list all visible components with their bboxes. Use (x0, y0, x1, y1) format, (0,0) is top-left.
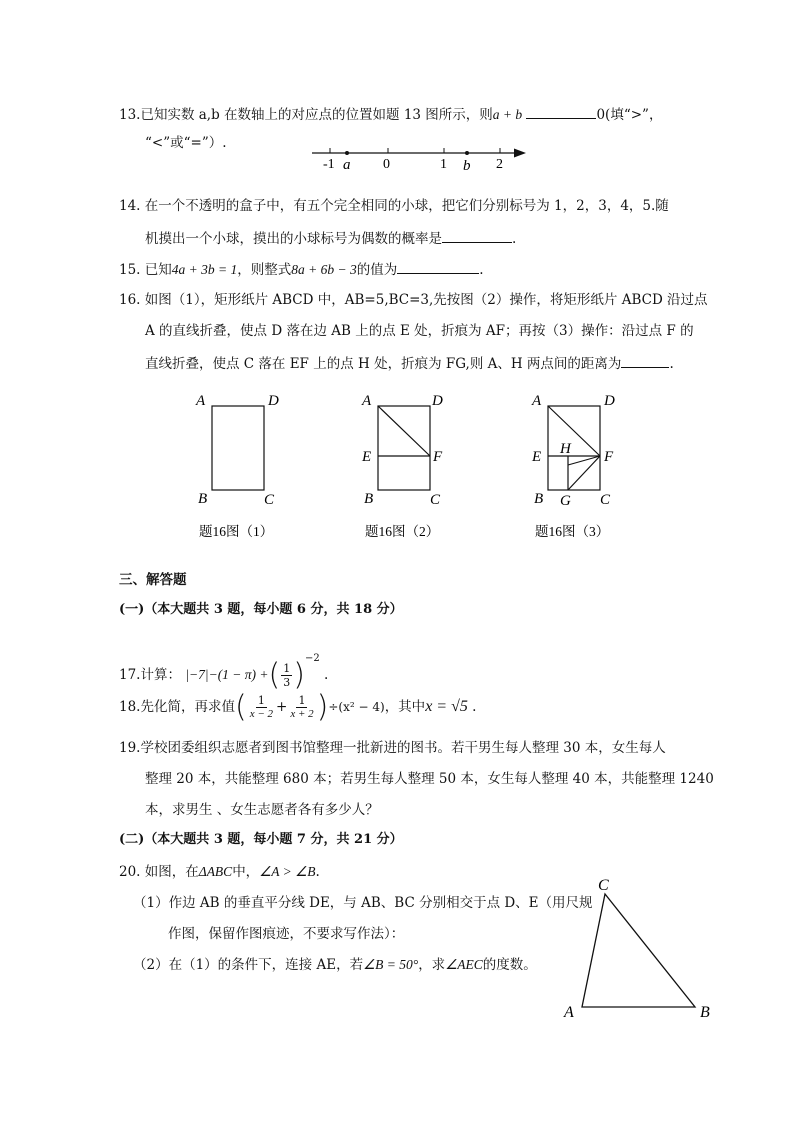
label-a: a (343, 157, 351, 173)
q13-number-line (310, 140, 535, 174)
point-b (465, 151, 469, 155)
q18-line: 18.先化简，再求值( $\frac{1}{x - 2}$ + $\frac{1}{x + 2}$ )÷(x² − 4)，其中x = √5 . (119, 689, 477, 725)
q16-figure-2 (358, 390, 458, 550)
fig2-label-f: F (433, 449, 443, 465)
label-2: 2 (496, 157, 503, 172)
fig3-label-g: G (560, 493, 571, 509)
fig2-label-a: A (362, 393, 372, 409)
q17-exponent: −2 (304, 653, 320, 664)
point-a (345, 151, 349, 155)
q19-line3: 本，求男生 、女生志愿者各有多少人？ (145, 802, 379, 818)
q15-line: 15. 已知4a + 3b = 1，则整式8a + 6b − 3的值为 . (119, 259, 484, 279)
part1-heading: (一)（本大题共 3 题，每小题 6 分，共 18 分） (119, 602, 403, 617)
crease-fg (568, 456, 600, 490)
fig3-label-c: C (600, 492, 611, 508)
q16-line1: 16. 如图（1），矩形纸片 ABCD 中，AB=5,BC=3,先按图（2）操作，将矩形纸片 ABCD 沿过点 (119, 292, 708, 308)
fig2-label-e: E (362, 449, 372, 465)
q16-figure-3 (528, 390, 638, 550)
q20-sub1-line2: 作图，保留作图痕迹，不要求写作法）： (168, 926, 405, 942)
q20-sub1-line1: （1）作边 AB 的垂直平分线 DE，与 AB、BC 分别相交于点 D、E（用尺规 (133, 895, 593, 911)
q17-line: 17.计算： |−7|−(1 − π) +( $\frac{1}{3}$ )$^{-2}$ . (119, 653, 329, 693)
fig3-label-d: D (604, 393, 615, 409)
fig2-label-b: B (364, 491, 374, 507)
fig2-caption: 题16图（2） (365, 524, 440, 539)
q13-answer-blank[interactable] (526, 104, 596, 119)
q13-line2: “<”或“=”）. (145, 135, 227, 151)
q17-fraction: $\frac{1}{3}$ (283, 662, 291, 689)
fig2-label-d: D (432, 393, 443, 409)
q15-answer-blank[interactable] (397, 259, 479, 274)
q19-line2: 整理 20 本，共能整理 680 本；若男生每人整理 50 本，女生每人整理 40 本，共能整理 1240 (145, 771, 714, 787)
q17-right-paren: ) (293, 657, 305, 693)
q20-triangle: ΔABC (198, 864, 233, 879)
q20-triangle-figure (558, 870, 718, 1030)
crease-af (548, 406, 600, 456)
rect-abcd (212, 406, 264, 490)
q20-sub2-line: （2）在（1）的条件下，连接 AE，若∠B = 50°，求∠AEC的度数。 (133, 957, 537, 973)
q18-fraction-2: $\frac{1}{x + 2}$ (290, 694, 314, 720)
fig3-label-f: F (604, 449, 614, 465)
q16-answer-blank[interactable] (621, 353, 669, 368)
part2-heading: (二)（本大题共 3 题，每小题 7 分，共 21 分） (119, 832, 403, 847)
fig3-caption: 题16图（3） (535, 524, 610, 539)
fig3-label-h: H (560, 441, 571, 457)
q17-left-paren: ( (268, 657, 281, 693)
fig1-label-b: B (198, 491, 208, 507)
q18-right-paren: ) (316, 689, 329, 725)
q18-x-value: x = √5 (425, 698, 468, 715)
q17-abs: |−7| (185, 667, 209, 682)
label-c: C (598, 877, 609, 894)
fig3-label-b: B (534, 491, 544, 507)
q16-line2: A 的直线折叠，使点 D 落在边 AB 上的点 E 处，折痕为 AF；再按（3）操作：沿过点 F 的 (145, 323, 694, 339)
label-neg1: -1 (323, 157, 335, 172)
q20-angle-aec: ∠AEC (445, 957, 483, 972)
q14-answer-blank[interactable] (442, 228, 512, 243)
q19-line1: 19.学校团委组织志愿者到图书馆整理一批新进的图书。若干男生每人整理 30 本，女生每人 (119, 740, 666, 756)
q20-condition: ∠A > ∠B (259, 864, 316, 879)
q18-fraction-1: $\frac{1}{x - 2}$ (249, 694, 274, 720)
q14-line1: 14. 在一个不透明的盒子中，有五个完全相同的小球，把它们分别标号为 1，2，3，4，5.随 (119, 198, 669, 214)
fig1-label-c: C (264, 492, 275, 508)
q20-angle-b: ∠B = 50° (363, 957, 419, 972)
q16-figure-1 (192, 390, 292, 550)
triangle-abc (582, 894, 695, 1007)
label-b: b (463, 158, 471, 174)
fig2-label-c: C (430, 492, 441, 508)
q18-left-paren: ( (234, 689, 247, 725)
q13-line1: 13.已知实数 a,b 在数轴上的对应点的位置如题 13 图所示，则a + b 0(填“>”， (119, 104, 662, 124)
fig1-label-d: D (268, 393, 279, 409)
q20-line1: 20. 如图，在ΔABC中，∠A > ∠B. (119, 864, 320, 880)
fig1-caption: 题16图（1） (199, 524, 274, 539)
label-0: 0 (383, 157, 390, 172)
q15-cond: 4a + 3b = 1 (171, 262, 238, 277)
q13-expr: a + b (492, 107, 523, 122)
q15-expr: 8a + 6b − 3 (291, 262, 357, 277)
q14-line2: 机摸出一个小球，摸出的小球标号为偶数的概率是 . (145, 228, 516, 248)
label-a: A (564, 1004, 574, 1021)
fig3-label-e: E (532, 449, 542, 465)
fig1-label-a: A (196, 393, 206, 409)
crease-af (378, 406, 430, 456)
fig3-label-a: A (532, 393, 542, 409)
q16-line3: 直线折叠，使点 C 落在 EF 上的点 H 处，折痕为 FG,则 A、H 两点间的距离为 . (145, 353, 674, 373)
label-1: 1 (440, 157, 447, 172)
section-title: 三、解答题 (119, 572, 187, 588)
number-line-arrow (514, 149, 526, 158)
label-b: B (700, 1004, 710, 1021)
